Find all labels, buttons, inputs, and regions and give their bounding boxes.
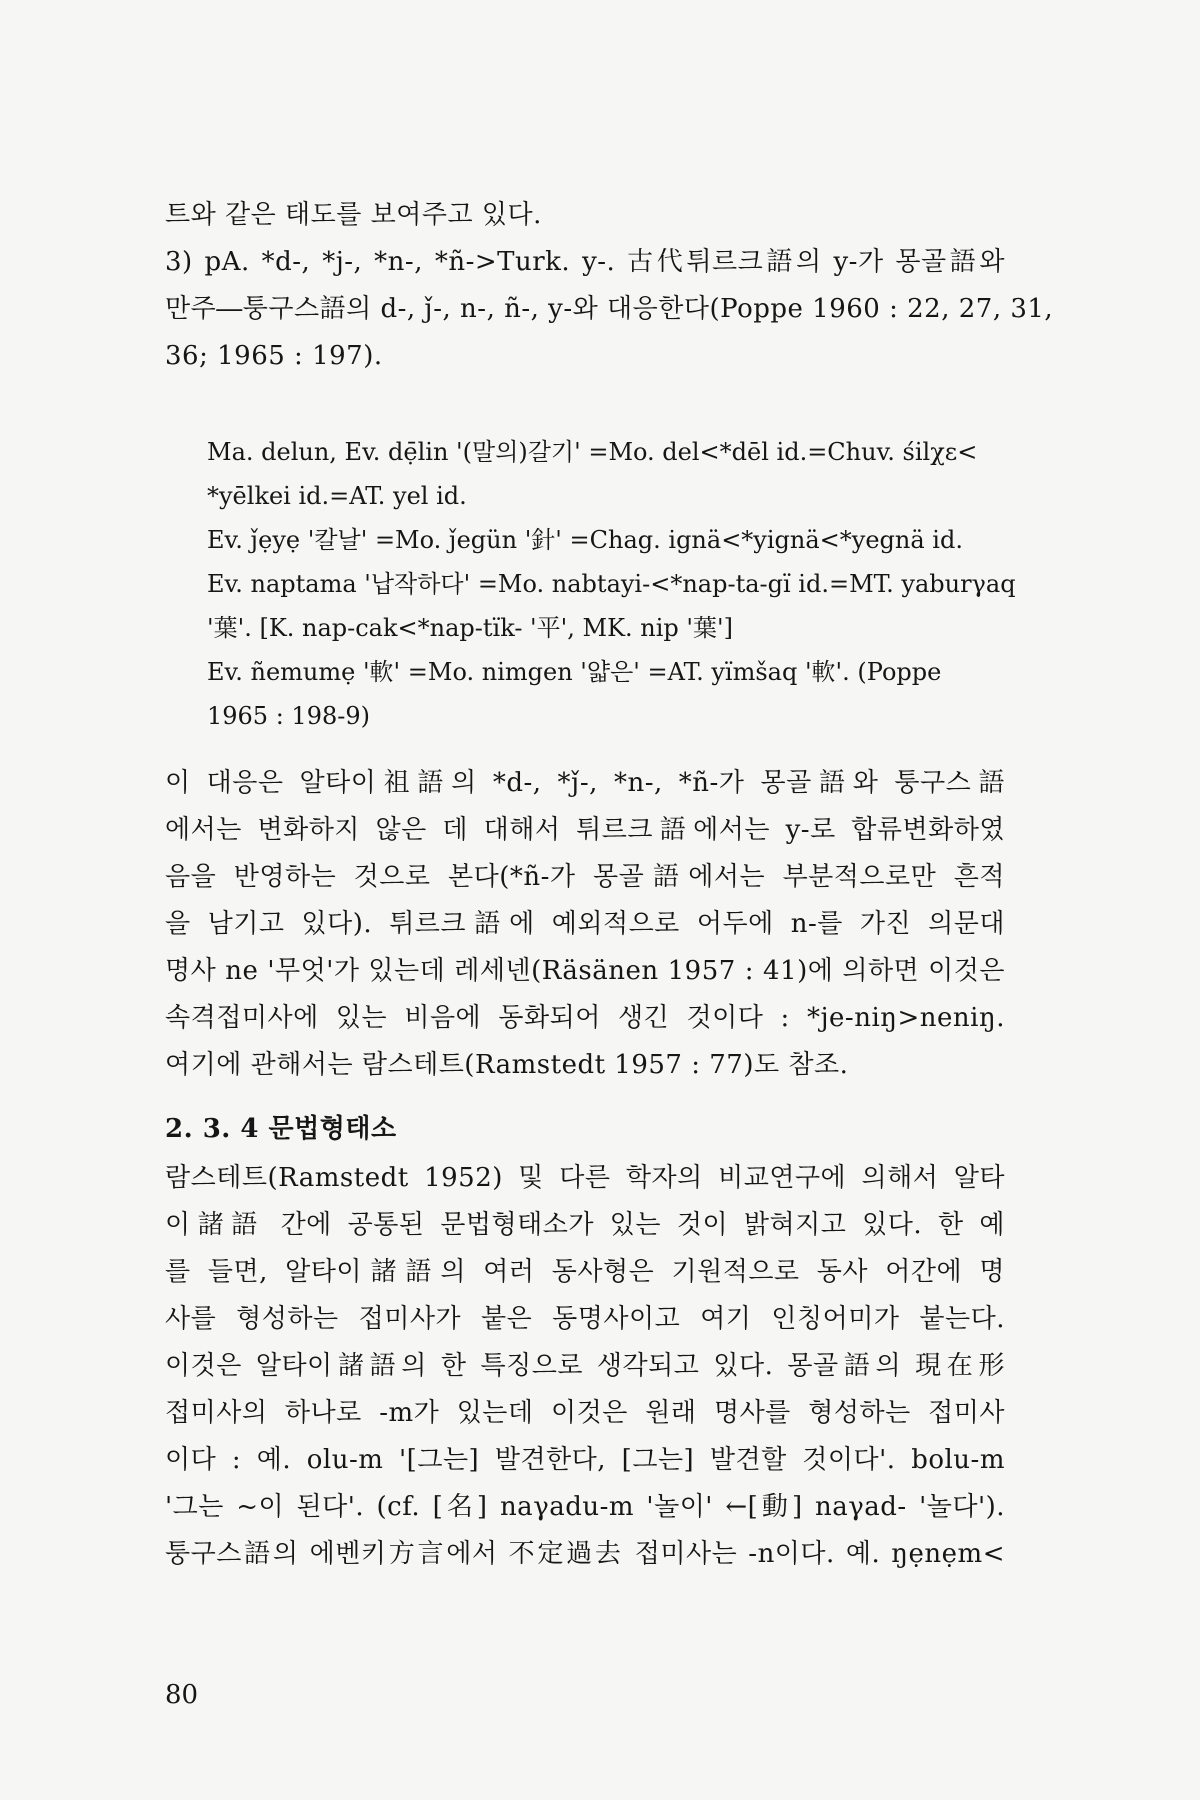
text-line: 이것은 알타이諸語의 한 특징으로 생각되고 있다. 몽골語의 現在形	[165, 1351, 1005, 1381]
text-line: 접미사의 하나로 -m가 있는데 이것은 원래 명사를 형성하는 접미사	[165, 1398, 1005, 1428]
text-line: 속격접미사에 있는 비음에 동화되어 생긴 것이다 : *je-niŋ>neniŋ.	[165, 1003, 1005, 1033]
paragraph-morphemes	[165, 1155, 1005, 1578]
text-line: 만주―퉁구스語의 d-, ǰ-, n-, ñ-, y-와 대응한다(Poppe 1960 : 22, 27, 31,	[165, 294, 1054, 324]
text-line: 퉁구스語의 에벤키方言에서 不定過去 접미사는 -n이다. 예. ŋẹnẹm<	[165, 1539, 1005, 1569]
text-line: 여기에 관해서는 람스테트(Ramstedt 1957 : 77)도 참조.	[165, 1050, 849, 1080]
text-line: 을 남기고 있다). 튀르크語에 예외적으로 어두에 n-를 가진 의문대	[165, 909, 1005, 939]
example-line: Ev. naptama '납작하다' =Mo. nabtayi-<*nap-ta-gï id.=MT. yaburγaq	[207, 570, 1016, 598]
example-line: 1965 : 198-9)	[207, 702, 370, 730]
text-line: 36; 1965 : 197).	[165, 341, 383, 371]
text-line: 음을 반영하는 것으로 본다(*ñ-가 몽골語에서는 부분적으로만 흔적	[165, 862, 1005, 892]
text-line: 3) pA. *d-, *j-, *n-, *ñ->Turk. y-. 古代튀르크語의 y-가 몽골語와	[165, 247, 1005, 277]
example-line: Ev. ñemumẹ '軟' =Mo. nimgen '얇은' =AT. yïmšaq '軟'. (Poppe	[207, 658, 942, 686]
text-line: 이 대응은 알타이祖語의 *d-, *ǰ-, *n-, *ñ-가 몽골語와 퉁구스語	[165, 768, 1005, 798]
example-block	[207, 430, 1016, 738]
text-line: 사를 형성하는 접미사가 붙은 동명사이고 여기 인칭어미가 붙는다.	[165, 1304, 1005, 1334]
example-line: Ma. delun, Ev. dẹ̄lin '(말의)갈기' =Mo. del<*dēl id.=Chuv. śilχε<	[207, 438, 978, 466]
text-line: 이諸語 간에 공통된 문법형태소가 있는 것이 밝혀지고 있다. 한 예	[165, 1210, 1005, 1240]
paragraph-intro	[165, 192, 1054, 380]
text-line: 트와 같은 태도를 보여주고 있다.	[165, 200, 542, 230]
page-number: 80	[165, 1680, 199, 1710]
text-line: 명사 ne '무엇'가 있는데 레세넨(Räsänen 1957 : 41)에 의하면 이것은	[165, 956, 1005, 986]
example-line: *yēlkei id.=AT. yel id.	[207, 482, 467, 510]
section-heading: 2. 3. 4 문법형태소	[165, 1114, 397, 1144]
example-line: Ev. ǰẹyẹ '칼날' =Mo. ǰegün '針' =Chag. ignä<*yignä<*yegnä id.	[207, 526, 963, 554]
text-line: '그는 ~이 된다'. (cf. [名] naγadu-m '놀이' ←[動] naγad- '놀다').	[165, 1492, 1005, 1522]
text-line: 이다 : 예. olu-m '[그는] 발견한다, [그는] 발견할 것이다'. bolu-m	[165, 1445, 1005, 1475]
text-line: 를 들면, 알타이諸語의 여러 동사형은 기원적으로 동사 어간에 명	[165, 1257, 1005, 1287]
paragraph-correspondence	[165, 760, 1005, 1089]
text-line: 람스테트(Ramstedt 1952) 및 다른 학자의 비교연구에 의해서 알타	[165, 1163, 1005, 1193]
example-line: '葉'. [K. nap-cak<*nap-tïk- '平', MK. nip '葉']	[207, 614, 733, 642]
text-line: 에서는 변화하지 않은 데 대해서 튀르크語에서는 y-로 합류변화하였	[165, 815, 1005, 845]
